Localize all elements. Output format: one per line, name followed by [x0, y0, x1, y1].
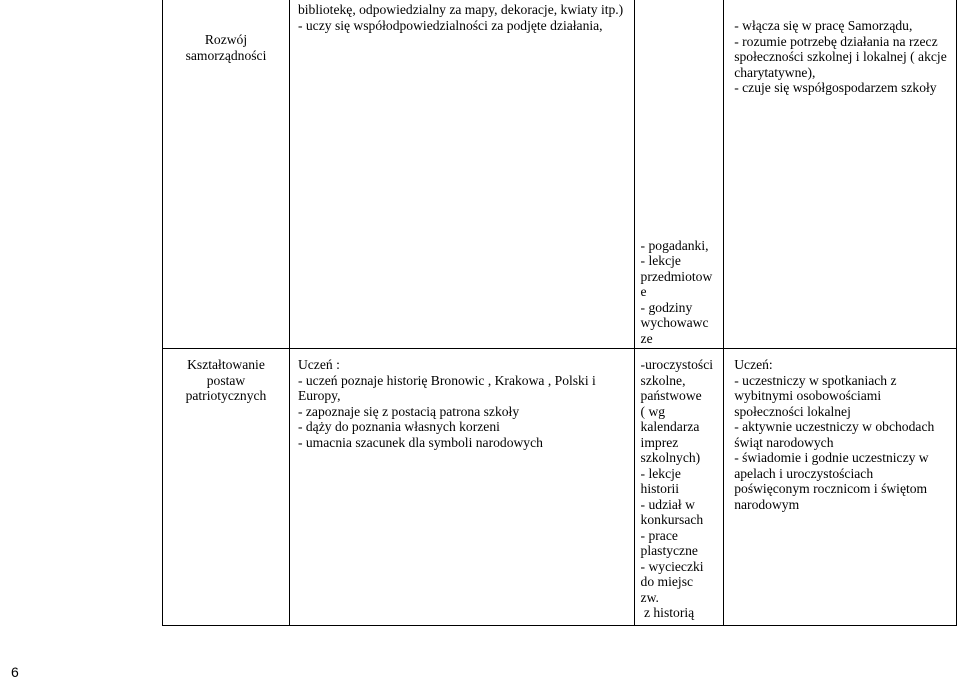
effect-line: społeczności szkolnej i lokalnej ( akcje	[734, 49, 947, 64]
effect-line: - świadomie i godnie uczestniczy w	[734, 450, 929, 465]
form-line: do miejsc	[640, 574, 694, 589]
curriculum-table	[162, 0, 957, 626]
effect-line: - rozumie potrzebę działania na rzecz	[734, 33, 938, 49]
effect-line: - włącza się w pracę Samorządu,	[734, 18, 913, 33]
forms-cell	[634, 0, 724, 349]
form-line: szkolnych)	[640, 450, 701, 465]
task-line: - uczeń poznaje historię Bronowic , Krakowa , Polski i	[297, 372, 596, 388]
form-line: przedmiotow	[640, 268, 713, 284]
form-line: plastyczne	[640, 543, 698, 558]
task-line: - uczy się współodpowiedzialności za podjęte działania,	[297, 17, 603, 33]
category-line: samorządności	[185, 47, 267, 63]
form-line: - udział w	[640, 496, 695, 512]
category-line: Rozwój	[204, 32, 248, 47]
form-line: - lekcje	[640, 253, 681, 268]
effect-line: społeczności lokalnej	[734, 403, 851, 419]
form-line: kalendarza	[640, 419, 700, 434]
effect-line: apelach i uroczystościach	[734, 465, 874, 481]
form-line: wychowawc	[640, 315, 709, 330]
task-line: Uczeń :	[297, 357, 340, 372]
form-line: zw.	[640, 589, 659, 605]
effect-line: - czuje się współgospodarzem szkoły	[734, 80, 937, 95]
effect-line: świąt narodowych	[734, 434, 834, 450]
form-line: z historią	[640, 605, 695, 620]
form-line: szkolne,	[640, 372, 686, 388]
form-line: - godziny	[640, 299, 693, 315]
category-cell	[163, 0, 290, 349]
form-line: e	[640, 284, 647, 299]
effect-line: Uczeń:	[734, 357, 773, 372]
table-row	[163, 0, 957, 349]
category-line: Kształtowanie	[187, 357, 265, 372]
task-line: - umacnia szacunek dla symboli narodowych	[297, 434, 543, 450]
forms-cell	[634, 349, 724, 626]
category-line: postaw	[206, 372, 246, 388]
task-line: - zapoznaje się z postacią patrona szkoły	[297, 403, 520, 419]
form-line: konkursach	[640, 512, 704, 527]
form-line: - pogadanki,	[640, 237, 709, 253]
form-line: imprez	[640, 434, 679, 450]
effect-line: wybitnymi osobowościami	[734, 388, 882, 403]
effects-cell	[724, 349, 957, 626]
effects-cell	[724, 0, 957, 349]
category-cell	[163, 349, 290, 626]
effect-line: poświęconym rocznicom i świętom	[734, 481, 928, 496]
task-line: Europy,	[297, 388, 341, 403]
form-line: ( wg	[640, 403, 666, 419]
task-line: - dąży do poznania własnych korzeni	[297, 419, 500, 434]
form-line: - lekcje	[640, 465, 681, 481]
effect-line: - uczestniczy w spotkaniach z	[734, 372, 897, 388]
table-row	[163, 349, 957, 626]
form-line: państwowe	[640, 388, 702, 403]
form-line: -uroczystości	[640, 357, 714, 372]
page-number: 6	[11, 664, 19, 680]
effect-line: - aktywnie uczestniczy w obchodach	[734, 419, 935, 434]
task-line: bibliotekę, odpowiedzialny za mapy, dekoracje, kwiaty itp.)	[297, 2, 624, 17]
form-line: ze	[640, 330, 653, 346]
category-line: patriotycznych	[185, 388, 267, 403]
form-line: historii	[640, 481, 680, 496]
tasks-cell	[289, 349, 634, 626]
tasks-cell	[289, 0, 634, 349]
effect-line: narodowym	[734, 496, 800, 512]
form-line: - prace	[640, 527, 678, 543]
form-line: - wycieczki	[640, 558, 704, 574]
effect-line: charytatywne),	[734, 64, 816, 80]
